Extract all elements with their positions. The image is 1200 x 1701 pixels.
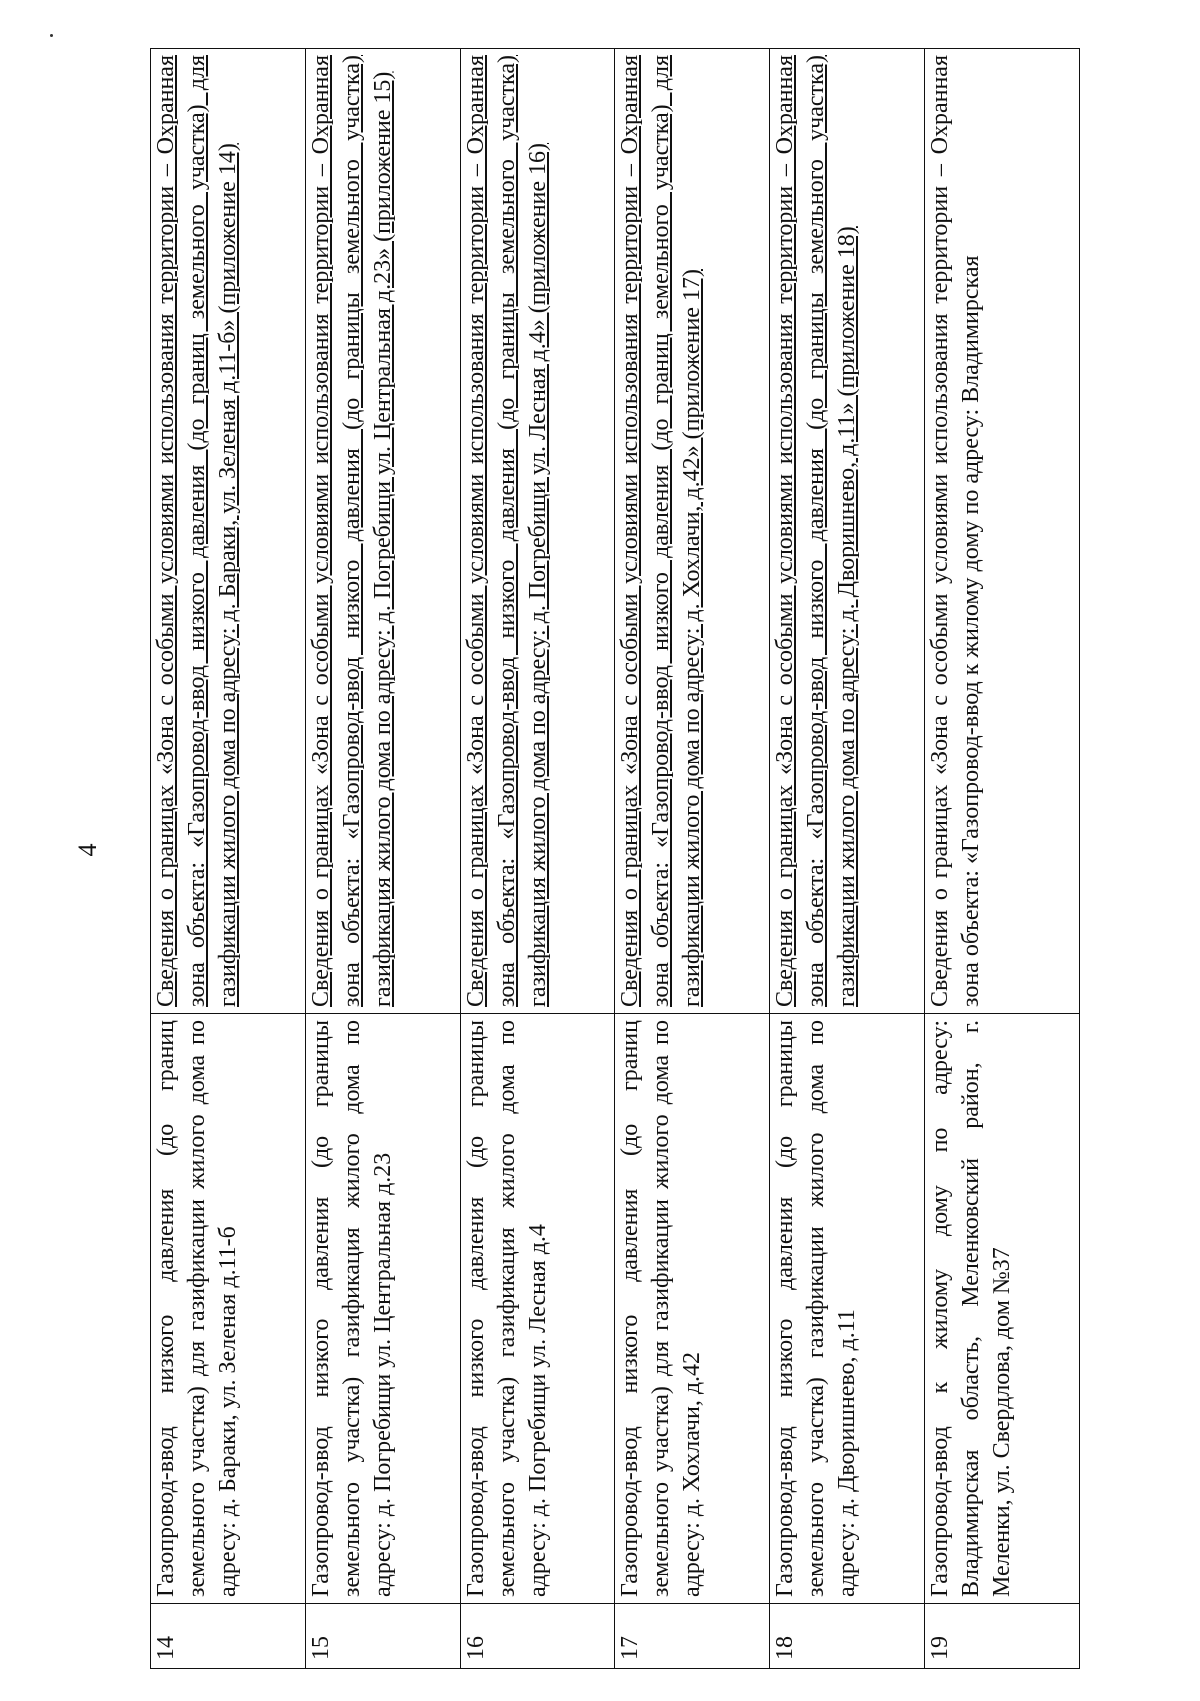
object-name-cell: Газопровод-ввод к жилому дому по адресу: Владимирская область, Меленковский район, г. Меленки, ул. Свердлова, дом №37 [925, 1014, 1080, 1604]
object-name-cell: Газопровод-ввод низкого давления (до границ земельного участка) для газификации жилого дома по адресу: д. Бараки, ул. Зеленая д.11-б [151, 1014, 306, 1604]
zone-info-cell: Сведения о границах «Зона с особыми условиями использования территории – Охранная зона объекта: «Газопровод-ввод к жилому дому по адресу: Владимирская [925, 49, 1080, 1014]
object-name-cell: Газопровод-ввод низкого давления (до границ земельного участка) для газификации жилого дома по адресу: д. Хохлачи, д.42 [615, 1014, 770, 1604]
table-row [925, 49, 1080, 1669]
row-number-cell: 16 [460, 1604, 615, 1669]
zone-info-cell: Сведения о границах «Зона с особыми условиями использования территории – Охранная зона объекта: «Газопровод-ввод низкого давления (до границ земельного участка) для газификации жилого дома по адресу: д. Бараки, ул. Зеленая д.11-б» (приложение 14) [151, 49, 306, 1014]
zone-info-cell: Сведения о границах «Зона с особыми условиями использования территории – Охранная зона объекта: «Газопровод-ввод низкого давления (до границы земельного участка) газификации жилого дома по адресу: д. Двоpишнево, д.11» (приложение 18) [770, 49, 925, 1014]
table-row [615, 49, 770, 1669]
table-row [460, 49, 615, 1669]
rotated-table-wrapper [150, 49, 1080, 1669]
page-number: 4 [73, 843, 102, 857]
zone-info-cell: Сведения о границах «Зона с особыми условиями использования территории – Охранная зона объекта: «Газопровод-ввод низкого давления (до границ земельного участка) для газификации жилого дома по адресу: д. Хохлачи, д.42» (приложение 17) [615, 49, 770, 1014]
row-number-cell: 15 [305, 1604, 460, 1669]
table-row [770, 49, 925, 1669]
row-number-cell: 18 [770, 1604, 925, 1669]
row-number-cell: 17 [615, 1604, 770, 1669]
zone-info-cell: Сведения о границах «Зона с особыми условиями использования территории – Охранная зона объекта: «Газопровод-ввод низкого давления (до границы земельного участка) газификация жилого дома по адресу: д. Погребищи ул. Лесная д.4» (приложение 16) [460, 49, 615, 1014]
scan-speck [50, 34, 53, 37]
row-number-cell: 19 [925, 1604, 1080, 1669]
zone-info-cell: Сведения о границах «Зона с особыми условиями использования территории – Охранная зона объекта: «Газопровод-ввод низкого давления (до границы земельного участка) газификация жилого дома по адресу: д. Погребищи ул. Центральная д.23» (приложение 15) [305, 49, 460, 1014]
object-name-cell: Газопровод-ввод низкого давления (до границы земельного участка) газификация жилого дома по адресу: д. Погребищи ул. Лесная д.4 [460, 1014, 615, 1604]
row-number-cell: 14 [151, 1604, 306, 1669]
object-name-cell: Газопровод-ввод низкого давления (до границы земельного участка) газификация жилого дома по адресу: д. Погребищи ул. Центральная д.23 [305, 1014, 460, 1604]
table-row [151, 49, 306, 1669]
gas-pipeline-table [150, 48, 1080, 1669]
object-name-cell: Газопровод-ввод низкого давления (до границы земельного участка) газификации жилого дома по адресу: д. Двоpишнево, д.11 [770, 1014, 925, 1604]
table-row [305, 49, 460, 1669]
table-body [151, 49, 1080, 1669]
